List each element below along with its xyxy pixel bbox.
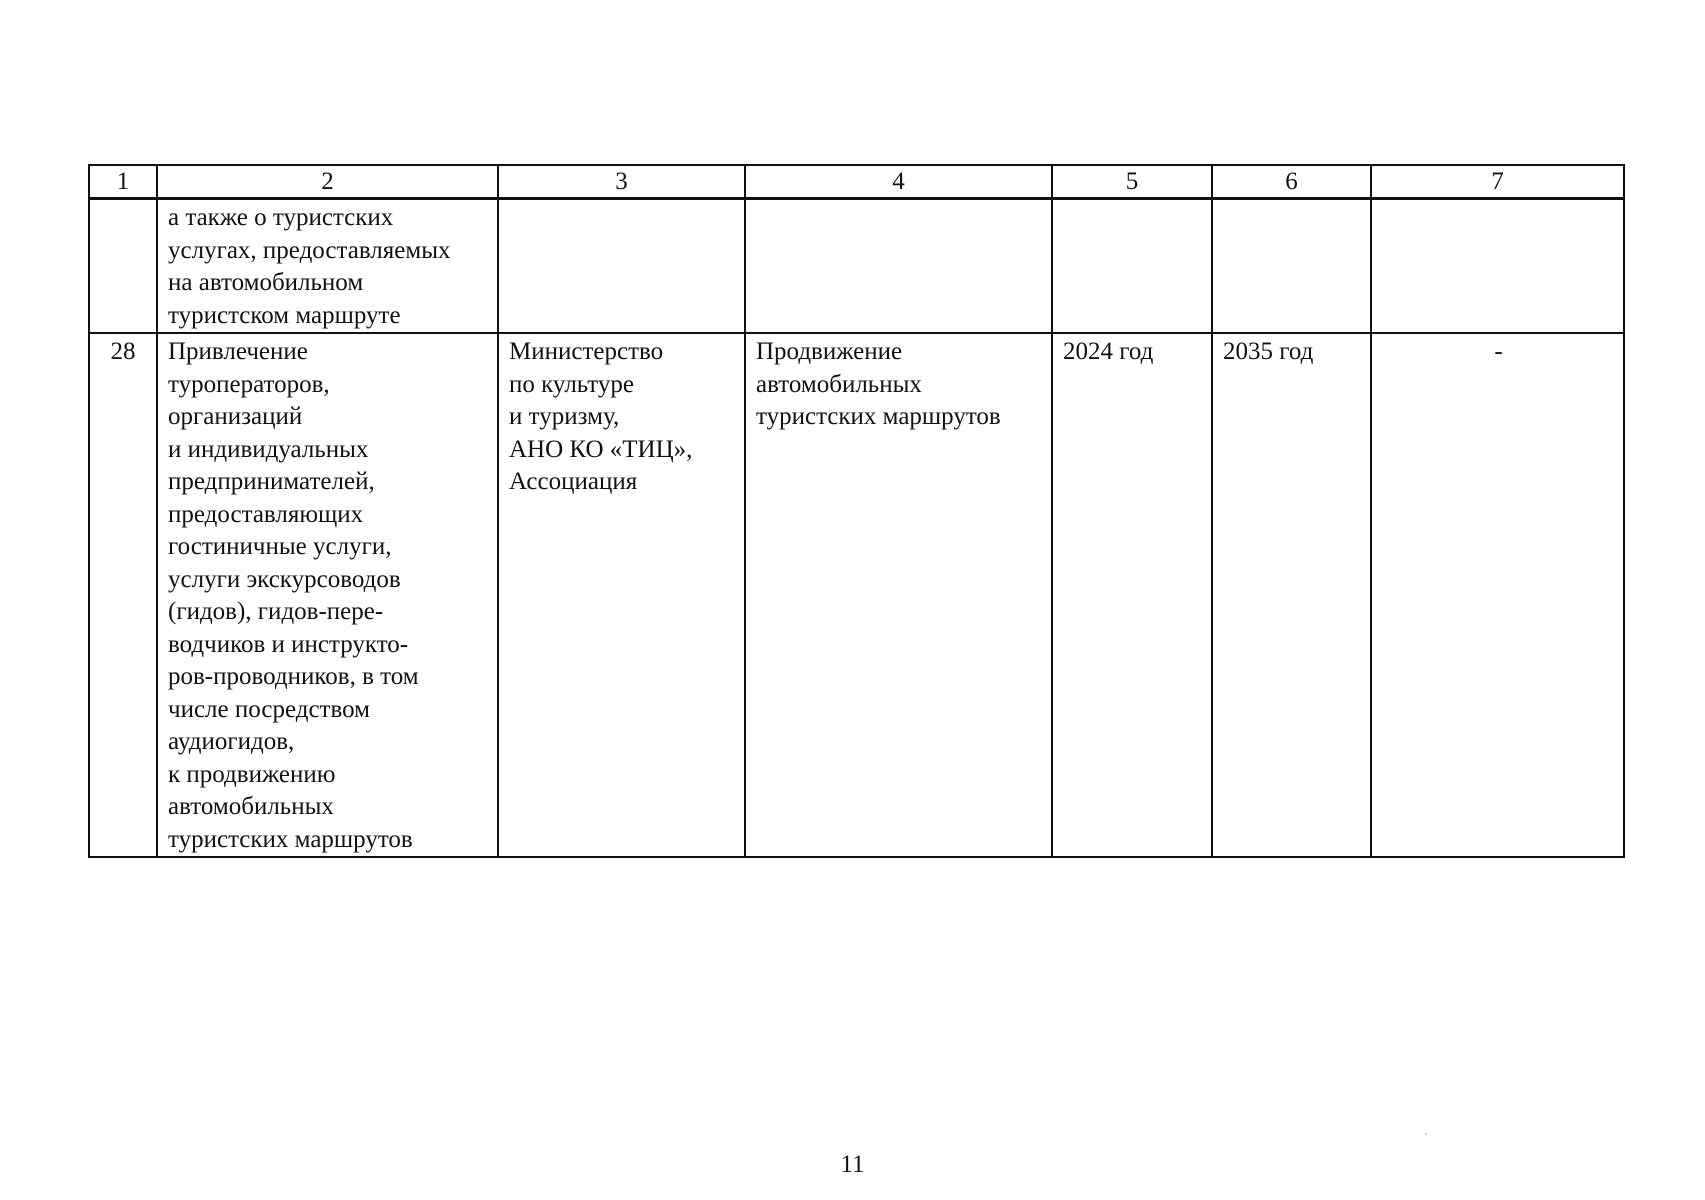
column-header-5: 5 bbox=[1052, 165, 1212, 199]
column-number-row bbox=[89, 165, 1624, 199]
responsible-cell bbox=[498, 199, 745, 334]
column-header-1: 1 bbox=[89, 165, 157, 199]
row-number-cell: 28 bbox=[89, 333, 157, 857]
column-header-2: 2 bbox=[157, 165, 498, 199]
column-header-4: 4 bbox=[745, 165, 1052, 199]
column-header-6: 6 bbox=[1212, 165, 1371, 199]
measure-cell: Привлечение туроператоров, организаций и индивидуальных предпринимателей, предоставляющих гостиничные услуги, услуги экскурсоводов (гидов), гидов-пере- водчиков и инструкто- ров-проводников, в том числе посредством аудиогидов, к продвижению автомобильных туристских маршрутов bbox=[157, 333, 498, 857]
start-cell: 2024 год bbox=[1052, 333, 1212, 857]
start-cell bbox=[1052, 199, 1212, 334]
measure-cell: а также о туристских услугах, предоставляемых на автомобильном туристском маршруте bbox=[157, 199, 498, 334]
end-cell bbox=[1212, 199, 1371, 334]
responsible-cell: Министерство по культуре и туризму, АНО КО «ТИЦ», Ассоциация bbox=[498, 333, 745, 857]
measures-table bbox=[88, 164, 1625, 858]
result-cell bbox=[745, 199, 1052, 334]
column-header-3: 3 bbox=[498, 165, 745, 199]
continuation-row bbox=[89, 199, 1624, 334]
scan-speck bbox=[1425, 1133, 1427, 1135]
column-header-7: 7 bbox=[1371, 165, 1624, 199]
table-row bbox=[89, 333, 1624, 857]
row-number-cell bbox=[89, 199, 157, 334]
end-cell: 2035 год bbox=[1212, 333, 1371, 857]
page-number: 11 bbox=[840, 1151, 865, 1178]
result-cell: Продвижение автомобильных туристских маршрутов bbox=[745, 333, 1052, 857]
note-cell: - bbox=[1371, 333, 1624, 857]
note-cell bbox=[1371, 199, 1624, 334]
